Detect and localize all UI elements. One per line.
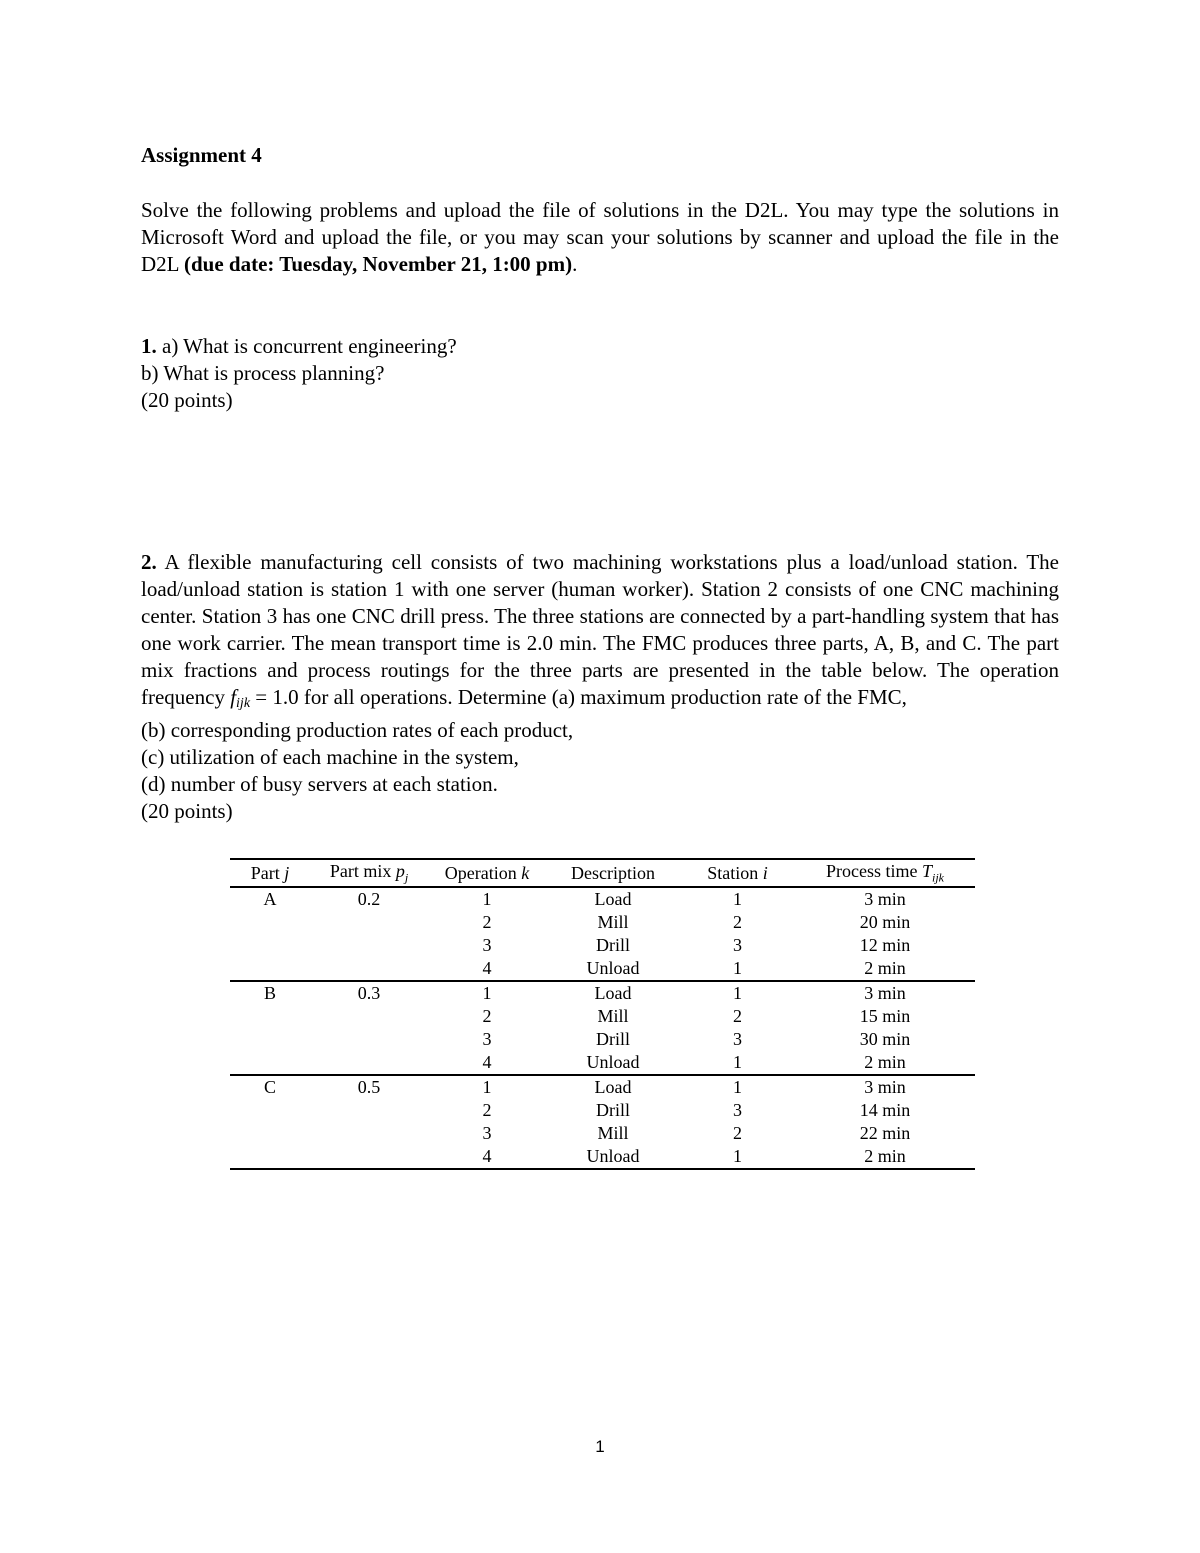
cell-mix: 0.5 bbox=[357, 1077, 381, 1097]
table-row bbox=[230, 1099, 975, 1122]
cell-mix bbox=[310, 1145, 428, 1169]
instructions-text: Solve the following problems and upload the file of solutions in the D2L. You may type the solutions in Microsoft Word and upload the file, or you may scan your solutions by scanner and upload the file in the D2L bbox=[141, 198, 1059, 276]
table-row bbox=[230, 1028, 975, 1051]
due-date: (due date: Tuesday, November 21, 1:00 pm) bbox=[183, 252, 573, 276]
cell-description: Mill bbox=[597, 912, 629, 932]
header-process-time: Process time $T_{ijk}$ bbox=[795, 859, 975, 887]
cell-time: 22 min bbox=[859, 1123, 911, 1143]
cell-operation: 1 bbox=[482, 889, 492, 909]
cell-mix bbox=[310, 1005, 428, 1028]
question-2-body-end: = 1.0 for all operations. Determine (a) maximum production rate of the FMC, bbox=[250, 685, 907, 709]
question-2-part-b: (b) corresponding production rates of each product, bbox=[141, 718, 574, 742]
cell-time: 3 min bbox=[864, 1077, 906, 1097]
cell-station: 3 bbox=[733, 1029, 742, 1049]
table-row bbox=[230, 957, 975, 981]
table-row bbox=[230, 911, 975, 934]
table-row bbox=[230, 887, 975, 911]
cell-time: 20 min bbox=[859, 912, 911, 932]
question-2-body-text: A flexible manufacturing cell consists of two machining workstations plus a load/unload station. The load/unload station is station 1 with one server (human worker). Station 2 consists of one CNC machining center. Station 3 has one CNC drill press. The three stations are connected by a part-handling system that has one work carrier. The mean transport time is 2.0 min. The FMC produces three parts, A, B, and C. The part mix fractions and process routings for the three parts are presented in the table below. The operation frequency bbox=[141, 550, 1059, 709]
cell-part bbox=[230, 1099, 310, 1122]
cell-operation: 4 bbox=[428, 1145, 546, 1169]
cell-mix: 0.2 bbox=[357, 889, 381, 909]
question-2-part-d: (d) number of busy servers at each station. bbox=[141, 772, 498, 796]
cell-part bbox=[230, 957, 310, 981]
process-routing-table bbox=[230, 858, 975, 1170]
cell-operation: 2 bbox=[482, 1100, 492, 1120]
cell-description: Unload bbox=[546, 957, 680, 981]
question-1 bbox=[141, 333, 457, 414]
cell-description: Drill bbox=[596, 1100, 630, 1120]
cell-part bbox=[230, 1028, 310, 1051]
cell-operation: 4 bbox=[428, 957, 546, 981]
header-part-mix: Part mix $p_j$ bbox=[310, 859, 428, 887]
cell-station: 3 bbox=[733, 935, 742, 955]
cell-description: Load bbox=[594, 889, 632, 909]
question-2-body bbox=[141, 549, 1059, 717]
cell-mix: 0.3 bbox=[357, 983, 381, 1003]
cell-description: Drill bbox=[596, 935, 630, 955]
cell-operation: 3 bbox=[482, 1029, 492, 1049]
header-part: Part j bbox=[230, 859, 310, 887]
question-1-number: 1. bbox=[141, 334, 157, 358]
question-2 bbox=[141, 549, 1059, 825]
cell-operation: 1 bbox=[482, 983, 492, 1003]
cell-mix bbox=[310, 1051, 428, 1075]
cell-operation: 3 bbox=[482, 935, 492, 955]
table-header-row bbox=[230, 859, 975, 887]
cell-description: Mill bbox=[597, 1123, 629, 1143]
table-row bbox=[230, 1005, 975, 1028]
cell-part bbox=[230, 911, 310, 934]
cell-operation: 2 bbox=[482, 1006, 492, 1026]
instructions-paragraph bbox=[141, 197, 1059, 278]
cell-mix bbox=[310, 934, 428, 957]
cell-station: 1 bbox=[680, 1051, 795, 1075]
cell-mix bbox=[310, 1122, 428, 1145]
cell-station: 2 bbox=[733, 912, 742, 932]
cell-operation: 2 bbox=[482, 912, 492, 932]
cell-station: 2 bbox=[733, 1123, 742, 1143]
cell-time: 2 min bbox=[795, 957, 975, 981]
table-row bbox=[230, 1145, 975, 1169]
question-1-part-a bbox=[141, 333, 457, 360]
cell-description: Load bbox=[594, 983, 632, 1003]
page-number: 1 bbox=[595, 1437, 605, 1456]
table-row bbox=[230, 934, 975, 957]
cell-station: 1 bbox=[680, 1145, 795, 1169]
cell-time: 15 min bbox=[859, 1006, 911, 1026]
cell-description: Load bbox=[594, 1077, 632, 1097]
question-1-points: (20 points) bbox=[141, 388, 233, 412]
header-description: Description bbox=[546, 859, 680, 887]
cell-time: 14 min bbox=[859, 1100, 911, 1120]
cell-time: 30 min bbox=[859, 1029, 911, 1049]
question-2-number: 2. bbox=[141, 550, 157, 574]
cell-station: 1 bbox=[733, 1077, 742, 1097]
table-row bbox=[230, 1075, 975, 1099]
cell-time: 3 min bbox=[864, 983, 906, 1003]
table-row bbox=[230, 1051, 975, 1075]
cell-part bbox=[230, 1145, 310, 1169]
table-row bbox=[230, 1122, 975, 1145]
question-1-part-b: b) What is process planning? bbox=[141, 361, 385, 385]
cell-part bbox=[230, 1005, 310, 1028]
cell-operation: 4 bbox=[428, 1051, 546, 1075]
assignment-title: Assignment 4 bbox=[141, 143, 262, 167]
cell-time: 3 min bbox=[864, 889, 906, 909]
header-station: Station i bbox=[680, 859, 795, 887]
cell-description: Unload bbox=[546, 1051, 680, 1075]
cell-part: B bbox=[263, 983, 276, 1003]
cell-station: 1 bbox=[733, 889, 742, 909]
question-2-part-c: (c) utilization of each machine in the system, bbox=[141, 745, 519, 769]
cell-operation: 1 bbox=[482, 1077, 492, 1097]
cell-operation: 3 bbox=[482, 1123, 492, 1143]
fijk-letter: f bbox=[230, 685, 237, 709]
cell-description: Drill bbox=[596, 1029, 630, 1049]
cell-part: C bbox=[263, 1077, 276, 1097]
cell-description: Mill bbox=[597, 1006, 629, 1026]
cell-time: 12 min bbox=[859, 935, 911, 955]
table-row bbox=[230, 981, 975, 1005]
cell-part bbox=[230, 1122, 310, 1145]
cell-mix bbox=[310, 1028, 428, 1051]
cell-mix bbox=[310, 1099, 428, 1122]
cell-station: 1 bbox=[680, 957, 795, 981]
instructions-end: . bbox=[572, 252, 578, 276]
cell-part bbox=[230, 934, 310, 957]
cell-station: 1 bbox=[733, 983, 742, 1003]
cell-description: Unload bbox=[546, 1145, 680, 1169]
cell-part bbox=[230, 1051, 310, 1075]
cell-station: 3 bbox=[733, 1100, 742, 1120]
cell-time: 2 min bbox=[795, 1051, 975, 1075]
question-2-points: (20 points) bbox=[141, 799, 233, 823]
cell-station: 2 bbox=[733, 1006, 742, 1026]
cell-mix bbox=[310, 957, 428, 981]
cell-mix bbox=[310, 911, 428, 934]
question-1-a-text: a) What is concurrent engineering? bbox=[156, 334, 457, 358]
fijk-subscript: ijk bbox=[236, 696, 251, 711]
fijk-symbol bbox=[230, 685, 250, 709]
cell-time: 2 min bbox=[795, 1145, 975, 1169]
header-operation: Operation k bbox=[428, 859, 546, 887]
cell-part: A bbox=[263, 889, 277, 909]
